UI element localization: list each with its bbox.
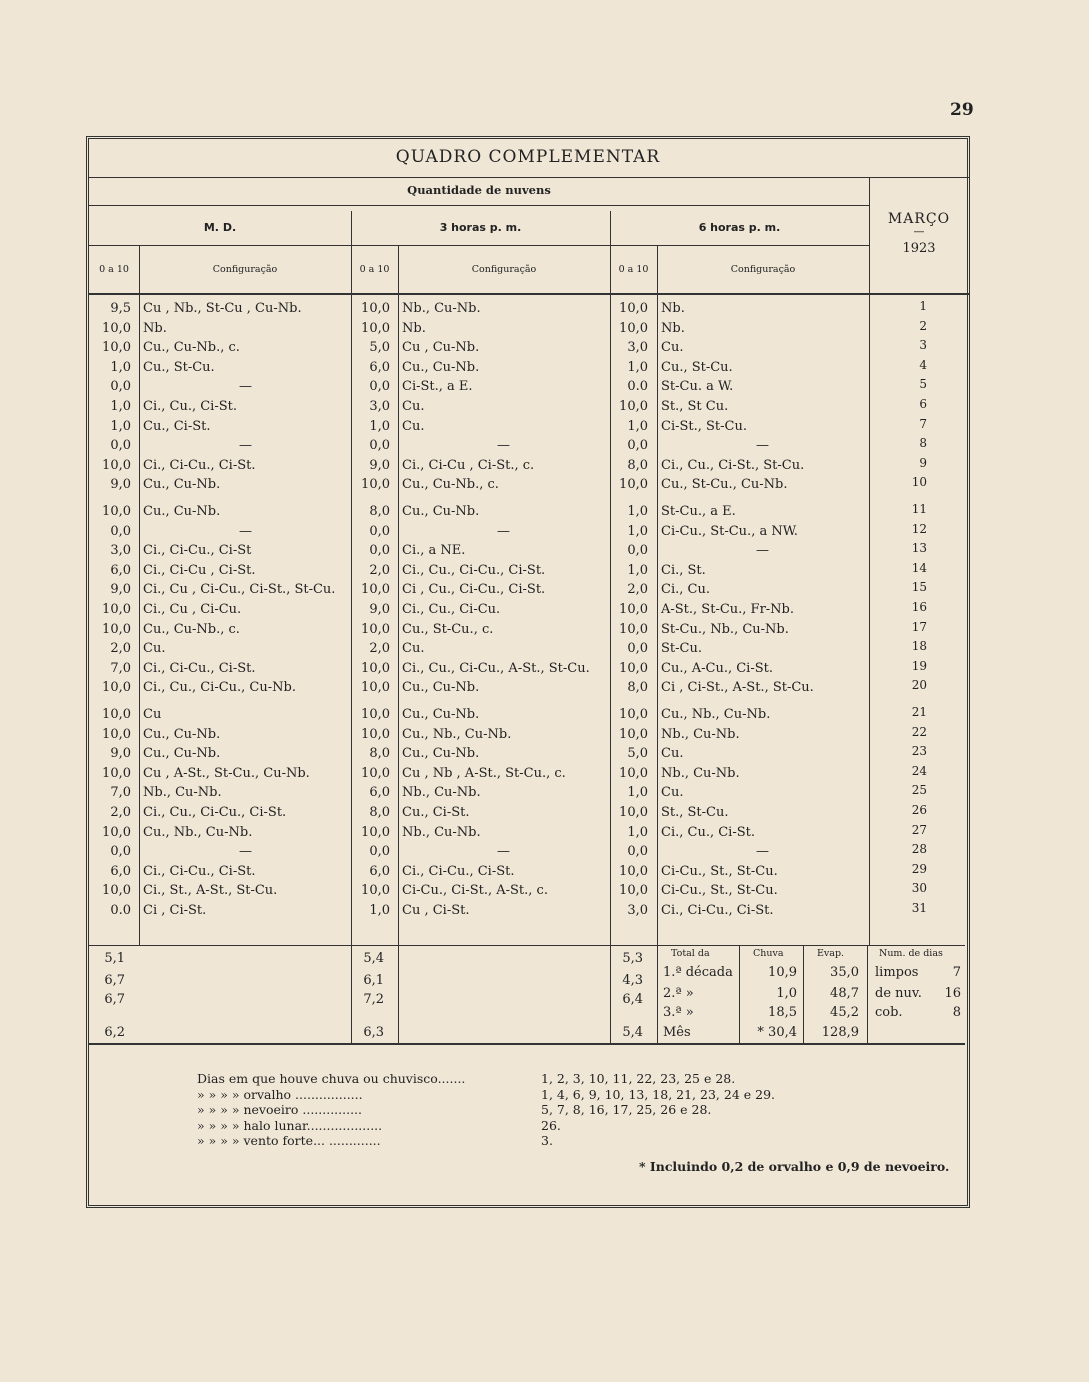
amount-3pm: 1,0 [369,418,390,434]
config-6pm: Nb. [661,320,685,336]
amount-6pm: 1,0 [627,418,648,434]
divider [739,945,740,1043]
config-md: Cu , A-St., St-Cu., Cu-Nb. [143,765,310,781]
amount-md: 6,0 [110,863,131,879]
col-config-header: Configuração [212,264,278,275]
config-3pm: Cu., Cu-Nb. [402,359,480,375]
divider [867,945,868,1043]
amount-3pm: 9,0 [369,602,390,617]
amount-6pm: 10,0 [619,726,648,742]
day-number: 7 [919,416,927,431]
config-md: Cu., Cu-Nb., c. [143,340,240,356]
amount-3pm: 8,0 [369,504,390,519]
day-number: 10 [911,475,927,490]
config-6pm: Nb., Cu-Nb. [661,765,740,781]
config-6pm: — [756,844,769,860]
amount-6pm: 10,0 [619,621,648,637]
phenomenon-label: Dias em que houve chuva ou chuvisco....... [197,1071,466,1086]
summary-evap: 128,9 [821,1025,859,1040]
config-md: Ci., Cu., Ci-St. [143,399,237,414]
summary-chuva: 1,0 [776,986,797,1001]
evap-header: Evap. [817,948,845,959]
config-6pm: — [756,438,769,454]
amount-6pm: 10,0 [619,863,648,879]
amount-md: 6,0 [110,562,131,578]
config-md: Ci., Ci-Cu., Ci-St. [143,457,256,473]
config-3pm: Cu., Cu-Nb. [402,746,480,762]
config-md: Cu., Ci-St. [143,418,211,434]
config-6pm: Ci., Ci-Cu., Ci-St. [661,903,774,918]
amount-3pm: 10,0 [361,726,390,742]
config-6pm: Ci., Cu., Ci-St., St-Cu. [661,457,805,473]
config-md: Nb. [143,320,167,336]
summary-chuva: 18,5 [768,1005,797,1020]
day-number: 24 [911,763,927,778]
amount-3pm: 2,0 [369,641,390,657]
table-frame [86,136,970,1208]
day-number: 17 [911,619,927,634]
config-3pm: Cu., Cu-Nb. [402,504,480,519]
mean-3pm: 5,4 [363,951,384,966]
days-count: 7 [952,965,961,980]
summary-period: 3.ª » [663,1005,694,1020]
divider [89,293,969,295]
amount-md: 9,0 [110,746,131,762]
amount-md: 10,0 [102,883,131,899]
config-md: Cu., Cu-Nb. [143,726,221,742]
divider [869,245,870,945]
config-6pm: Ci-Cu., St., St-Cu. [661,883,778,899]
config-md: Ci., Cu., Ci-Cu., Cu-Nb. [143,680,296,696]
amount-3pm: 10,0 [361,824,390,840]
summary-chuva: 10,9 [768,965,797,980]
phenomenon-days: 1, 2, 3, 10, 11, 22, 23, 25 e 28. [541,1071,736,1086]
amount-3pm: 1,0 [369,903,390,918]
col-config-header: Configuração [471,264,537,275]
amount-md: 10,0 [102,504,131,519]
config-md: Ci., Ci-Cu., Ci-St. [143,863,256,879]
divider [89,245,869,246]
amount-3pm: 6,0 [369,359,390,375]
col-amount-header: 0 a 10 [99,264,129,275]
config-6pm: Nb. [661,301,685,316]
config-3pm: Cu. [402,399,425,414]
config-6pm: Cu., A-Cu., Ci-St. [661,660,773,676]
amount-md: 0,0 [110,844,131,860]
config-md: Ci , Ci-St. [143,903,207,918]
day-number: 21 [911,705,927,719]
year-label: 1923 [902,241,936,256]
phenomenon-label: » » » » halo lunar................... [197,1117,383,1133]
amount-3pm: 10,0 [361,680,390,696]
month-label: MARÇO [887,211,951,227]
footnote: * Incluindo 0,2 de orvalho e 0,9 de nevoeiro. [639,1159,950,1174]
amount-md: 10,0 [102,726,131,742]
amount-md: 1,0 [110,399,131,414]
phenomenon-days: 26. [541,1117,561,1133]
amount-md: 1,0 [110,359,131,375]
amount-md: 9,0 [110,477,131,493]
config-md: — [239,844,252,860]
config-6pm: Nb., Cu-Nb. [661,726,740,742]
mean-6pm: 6,4 [622,992,643,1007]
amount-6pm: 0,0 [627,543,648,559]
divider [803,945,804,1043]
config-md: Cu., Cu-Nb. [143,504,221,519]
day-number: 20 [911,678,927,693]
day-number: 12 [911,521,927,536]
amount-md: 2,0 [110,805,131,820]
mean-md: 6,7 [104,992,125,1007]
day-number: 1 [919,299,927,313]
amount-6pm: 1,0 [627,359,648,375]
config-3pm: Ci., a NE. [402,543,466,559]
config-6pm: Cu., Nb., Cu-Nb. [661,707,771,722]
amount-6pm: 10,0 [619,301,648,316]
config-3pm: Ci., Ci-Cu , Ci-St., c. [402,457,535,473]
amount-3pm: 10,0 [361,582,390,598]
summary-period: Mês [663,1025,691,1040]
amount-3pm: 9,0 [369,457,390,473]
amount-md: 2,0 [110,641,131,657]
days-label: cob. [875,1005,903,1020]
config-3pm: Cu., St-Cu., c. [402,621,494,637]
amount-md: 0,0 [110,523,131,539]
summary-evap: 35,0 [830,965,859,980]
config-3pm: Ci , Cu., Ci-Cu., Ci-St. [402,582,546,598]
config-6pm: Cu., St-Cu., Cu-Nb. [661,477,788,493]
col-amount-header: 0 a 10 [359,264,390,275]
config-6pm: St-Cu. [661,641,702,657]
amount-6pm: 1,0 [627,824,648,840]
amount-3pm: 6,0 [369,863,390,879]
amount-3pm: 0,0 [369,438,390,454]
amount-md: 9,5 [110,301,131,316]
config-md: Cu. [143,641,166,657]
day-number: 19 [911,658,927,673]
amount-3pm: 10,0 [361,765,390,781]
amount-6pm: 3,0 [627,903,648,918]
day-number: 26 [911,803,927,817]
summary-period: 2.ª » [663,986,694,1001]
config-6pm: Ci-Cu., St-Cu., a NW. [661,523,798,539]
config-md: Cu., Cu-Nb. [143,477,221,493]
amount-md: 10,0 [102,824,131,840]
divider [89,177,969,178]
config-6pm: Ci., Cu. [661,582,710,598]
config-3pm: Ci-Cu., Ci-St., A-St., c. [402,883,548,899]
config-md: Ci., Cu., Ci-Cu., Ci-St. [143,805,287,820]
config-md: — [239,438,252,454]
divider [657,245,658,1043]
amount-md: 1,0 [110,418,131,434]
days-label: de nuv. [875,986,922,1001]
amount-3pm: 0,0 [369,543,390,559]
amount-md: 10,0 [102,765,131,781]
amount-6pm: 1,0 [627,523,648,539]
amount-6pm: 0.0 [627,379,648,395]
mean-6pm: 5,4 [622,1025,643,1040]
day-number: 31 [911,901,927,915]
days-count: 16 [944,986,961,1001]
config-3pm: Cu., Cu-Nb. [402,707,480,722]
summary-period: 1.ª década [663,965,733,980]
amount-6pm: 1,0 [627,504,648,519]
day-number: 3 [919,338,927,353]
day-number: 27 [911,822,927,837]
config-6pm: Cu. [661,785,684,801]
amount-6pm: 5,0 [627,746,648,762]
chuva-header: Chuva [753,948,784,959]
observation-header-md: M. D. [203,221,237,234]
amount-3pm: 6,0 [369,785,390,801]
year-dash: — [913,225,925,238]
config-6pm: Ci-St., St-Cu. [661,418,747,434]
config-3pm: — [497,844,510,860]
amount-md: 10,0 [102,621,131,637]
day-number: 8 [919,436,927,451]
day-number: 5 [919,377,927,392]
config-md: Cu., Cu-Nb. [143,746,221,762]
amount-md: 10,0 [102,457,131,473]
config-3pm: — [497,438,510,454]
day-number: 4 [919,357,927,372]
config-md: Cu., St-Cu. [143,359,215,375]
amount-6pm: 0,0 [627,438,648,454]
config-md: Cu., Nb., Cu-Nb. [143,824,253,840]
amount-6pm: 10,0 [619,805,648,820]
day-number: 22 [911,724,927,739]
config-3pm: — [497,523,510,539]
config-3pm: Nb., Cu-Nb. [402,824,481,840]
config-6pm: Cu. [661,340,684,356]
config-md: Cu., Cu-Nb., c. [143,621,240,637]
mean-3pm: 7,2 [363,992,384,1007]
phenomenon-label: » » » » orvalho ................. [197,1086,363,1102]
amount-6pm: 10,0 [619,707,648,722]
config-3pm: Cu. [402,641,425,657]
config-md: Ci., Ci-Cu., Ci-St. [143,660,256,676]
divider [351,211,352,1043]
config-6pm: Ci , Ci-St., A-St., St-Cu. [661,680,814,696]
summary-evap: 48,7 [830,986,859,1001]
config-6pm: A-St., St-Cu., Fr-Nb. [661,602,795,617]
day-number: 29 [911,861,927,876]
page-number: 29 [950,100,974,120]
amount-md: 7,0 [110,785,131,801]
amount-6pm: 3,0 [627,340,648,356]
config-3pm: Ci., Cu., Ci-Cu., Ci-St. [402,562,546,578]
amount-md: 3,0 [110,543,131,559]
amount-6pm: 8,0 [627,680,648,696]
config-6pm: Ci., St. [661,562,706,578]
amount-md: 10,0 [102,680,131,696]
config-md: Nb., Cu-Nb. [143,785,222,801]
amount-6pm: 1,0 [627,562,648,578]
day-number: 6 [919,397,927,411]
config-md: Cu [143,707,162,722]
amount-3pm: 0,0 [369,523,390,539]
divider [89,1043,965,1045]
amount-3pm: 0,0 [369,379,390,395]
amount-6pm: 2,0 [627,582,648,598]
day-number: 28 [911,842,927,857]
amount-6pm: 10,0 [619,477,648,493]
amount-6pm: 10,0 [619,883,648,899]
config-6pm: — [756,543,769,559]
table-title: QUADRO COMPLEMENTAR [395,147,661,167]
config-3pm: Nb., Cu-Nb. [402,785,481,801]
config-md: Cu , Nb., St-Cu , Cu-Nb. [143,301,302,316]
config-3pm: Cu , Cu-Nb. [402,340,480,356]
amount-3pm: 10,0 [361,477,390,493]
amount-md: 0,0 [110,438,131,454]
amount-6pm: 8,0 [627,457,648,473]
config-3pm: Cu., Nb., Cu-Nb. [402,726,512,742]
config-3pm: Cu., Cu-Nb., c. [402,477,499,493]
amount-3pm: 10,0 [361,621,390,637]
divider [398,245,399,1043]
config-3pm: Nb., Cu-Nb. [402,301,481,316]
amount-6pm: 0,0 [627,844,648,860]
mean-md: 6,2 [104,1025,125,1040]
config-3pm: Cu., Cu-Nb. [402,680,480,696]
mean-md: 6,7 [104,973,125,988]
config-md: Ci., Ci-Cu., Ci-St [143,543,252,559]
config-md: Ci., Cu , Ci-Cu. [143,602,242,617]
divider [610,211,611,1043]
mean-3pm: 6,3 [363,1025,384,1040]
config-3pm: Ci., Ci-Cu., Ci-St. [402,863,515,879]
phenomenon-label: » » » » nevoeiro ............... [197,1102,362,1117]
amount-6pm: 10,0 [619,602,648,617]
amount-3pm: 10,0 [361,883,390,899]
mean-md: 5,1 [104,951,125,966]
days-label: limpos [875,965,919,980]
config-6pm: St-Cu., a E. [661,504,736,519]
config-3pm: Ci., Cu., Ci-Cu. [402,602,501,617]
amount-6pm: 0,0 [627,641,648,657]
day-number: 13 [911,541,927,556]
amount-6pm: 10,0 [619,660,648,676]
amount-3pm: 5,0 [369,340,390,356]
config-md: — [239,523,252,539]
day-number: 14 [911,560,927,575]
days-count: 8 [952,1005,961,1020]
amount-md: 9,0 [110,582,131,598]
phenomenon-days: 5, 7, 8, 16, 17, 25, 26 e 28. [541,1102,712,1117]
day-number: 25 [911,783,927,798]
amount-md: 0.0 [110,903,131,918]
config-3pm: Cu., Ci-St. [402,805,470,820]
amount-3pm: 3,0 [369,399,390,414]
config-3pm: Cu , Nb , A-St., St-Cu., c. [402,765,566,781]
divider [89,205,869,206]
day-number: 18 [911,639,927,654]
amount-3pm: 0,0 [369,844,390,860]
amount-3pm: 10,0 [361,707,390,722]
config-3pm: Ci-St., a E. [402,379,473,395]
amount-3pm: 8,0 [369,805,390,820]
config-md: Ci., St., A-St., St-Cu. [143,883,278,899]
config-md: Ci., Cu , Ci-Cu., Ci-St., St-Cu. [143,582,336,598]
day-number: 2 [919,318,927,333]
config-6pm: Ci-Cu., St., St-Cu. [661,863,778,879]
amount-3pm: 10,0 [361,320,390,336]
divider [139,245,140,945]
config-6pm: St-Cu., Nb., Cu-Nb. [661,621,789,637]
config-6pm: St., St-Cu. [661,805,729,820]
amount-6pm: 10,0 [619,765,648,781]
amount-6pm: 10,0 [619,320,648,336]
config-3pm: Ci., Cu., Ci-Cu., A-St., St-Cu. [402,660,590,676]
amount-3pm: 8,0 [369,746,390,762]
amount-3pm: 10,0 [361,301,390,316]
amount-md: 10,0 [102,340,131,356]
config-6pm: Cu. [661,746,684,762]
day-number: 11 [911,502,927,516]
amount-md: 0,0 [110,379,131,395]
phenomenon-days: 3. [541,1133,553,1148]
amount-md: 10,0 [102,320,131,336]
amount-md: 10,0 [102,602,131,617]
mean-6pm: 4,3 [622,973,643,988]
total-da-header: Total da [671,948,710,959]
config-md: Ci., Ci-Cu , Ci-St. [143,562,256,578]
config-3pm: Nb. [402,320,426,336]
phenomenon-days: 1, 4, 6, 9, 10, 13, 18, 21, 23, 24 e 29. [541,1086,775,1102]
amount-md: 7,0 [110,660,131,676]
group-caption: Quantidade de nuvens [407,183,551,197]
amount-md: 10,0 [102,707,131,722]
amount-6pm: 10,0 [619,399,648,414]
amount-3pm: 10,0 [361,660,390,676]
config-md: — [239,379,252,395]
day-number: 16 [911,600,927,614]
summary-evap: 45,2 [830,1005,859,1020]
config-6pm: St., St Cu. [661,399,729,414]
amount-6pm: 1,0 [627,785,648,801]
day-number: 30 [911,881,927,896]
config-3pm: Cu , Ci-St. [402,903,470,918]
mean-6pm: 5,3 [622,951,643,966]
mean-3pm: 6,1 [363,973,384,988]
config-3pm: Cu. [402,418,425,434]
config-6pm: St-Cu. a W. [661,379,734,395]
num-dias-header: Num. de dias [879,948,943,959]
phenomenon-label: » » » » vento forte... ............. [197,1133,381,1148]
day-number: 23 [911,744,927,759]
day-number: 15 [911,580,927,595]
observation-header-6pm: 6 horas p. m. [698,221,781,234]
config-6pm: Ci., Cu., Ci-St. [661,824,755,840]
col-config-header: Configuração [730,264,796,275]
amount-3pm: 2,0 [369,562,390,578]
col-amount-header: 0 a 10 [618,264,649,275]
observation-header-3pm: 3 horas p. m. [439,221,522,234]
divider [89,945,965,946]
config-6pm: Cu., St-Cu. [661,359,733,375]
summary-chuva: * 30,4 [757,1025,797,1040]
day-number: 9 [919,455,927,470]
